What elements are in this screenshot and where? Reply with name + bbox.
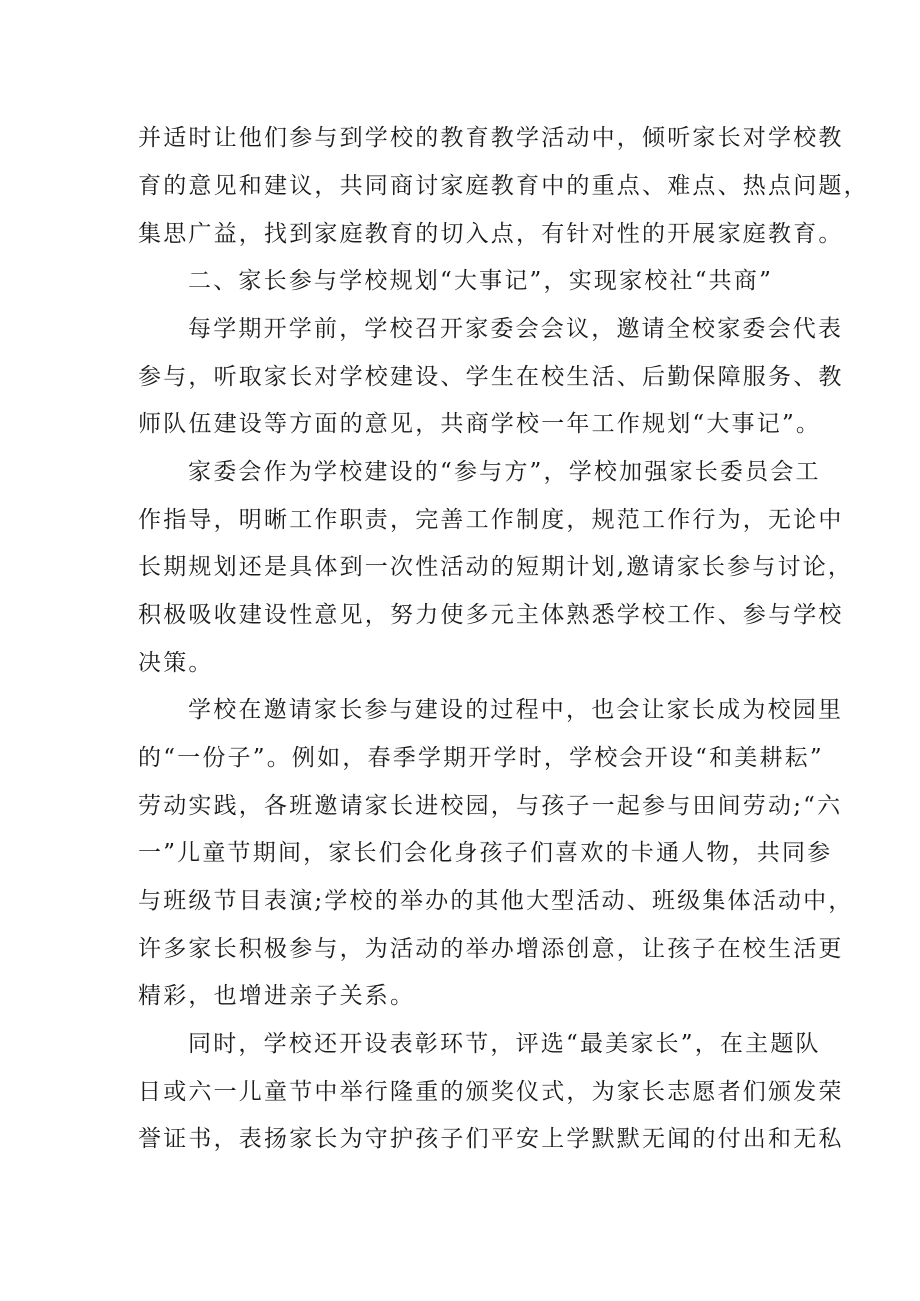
paragraph-3-line-2: 作指导，明晰工作职责，完善工作制度，规范工作行为，无论中 bbox=[138, 507, 844, 533]
paragraph-5-line-1: 同时，学校还开设表彰环节，评选“最美家长”，在主题队 bbox=[188, 1031, 821, 1057]
paragraph-3-line-5: 决策。 bbox=[138, 650, 214, 676]
paragraph-4-line-3: 劳动实践，各班邀请家长进校园，与孩子一起参与田间劳动;“六 bbox=[138, 793, 843, 819]
paragraph-4-line-5: 与班级节目表演;学校的举办的其他大型活动、班级集体活动中， bbox=[138, 888, 854, 914]
paragraph-4-line-1: 学校在邀请家长参与建设的过程中，也会让家长成为校园里 bbox=[188, 697, 844, 723]
paragraph-2-line-1: 每学期开学前，学校召开家委会会议，邀请全校家委会代表 bbox=[188, 316, 844, 342]
paragraph-4-line-7: 精彩，也增进亲子关系。 bbox=[138, 983, 416, 1009]
paragraph-1-line-3: 集思广益，找到家庭教育的切入点，有针对性的开展家庭教育。 bbox=[138, 221, 844, 247]
paragraph-2-line-2: 参与，听取家长对学校建设、学生在校生活、后勤保障服务、教 bbox=[138, 364, 844, 390]
paragraph-3-line-1: 家委会作为学校建设的“参与方”，学校加强家长委员会工 bbox=[188, 459, 821, 485]
section-heading: 二、家长参与学校规划“大事记”，实现家校社“共商” bbox=[188, 268, 774, 294]
paragraph-4-line-6: 许多家长积极参与，为活动的举办增添创意，让孩子在校生活更 bbox=[138, 936, 844, 962]
paragraph-5-line-2: 日或六一儿童节中举行隆重的颁奖仪式，为家长志愿者们颁发荣 bbox=[138, 1079, 844, 1105]
paragraph-4-line-2: 的“一份子”。例如，春季学期开学时，学校会开设“和美耕耘” bbox=[138, 745, 824, 771]
paragraph-3-line-4: 积极吸收建设性意见，努力使多元主体熟悉学校工作、参与学校 bbox=[138, 602, 844, 628]
paragraph-1-line-1: 并适时让他们参与到学校的教育教学活动中，倾听家长对学校教 bbox=[138, 125, 844, 151]
paragraph-4-line-4: 一”儿童节期间，家长们会化身孩子们喜欢的卡通人物，共同参 bbox=[138, 840, 833, 866]
paragraph-5-line-3: 誉证书，表扬家长为守护孩子们平安上学默默无闻的付出和无私 bbox=[138, 1126, 844, 1152]
paragraph-2-line-3: 师队伍建设等方面的意见，共商学校一年工作规划“大事记”。 bbox=[138, 411, 822, 437]
paragraph-1-line-2: 育的意见和建议，共同商讨家庭教育中的重点、难点、热点问题， bbox=[138, 173, 869, 199]
paragraph-3-line-3: 长期规划还是具体到一次性活动的短期计划,邀请家长参与讨论， bbox=[138, 554, 854, 580]
